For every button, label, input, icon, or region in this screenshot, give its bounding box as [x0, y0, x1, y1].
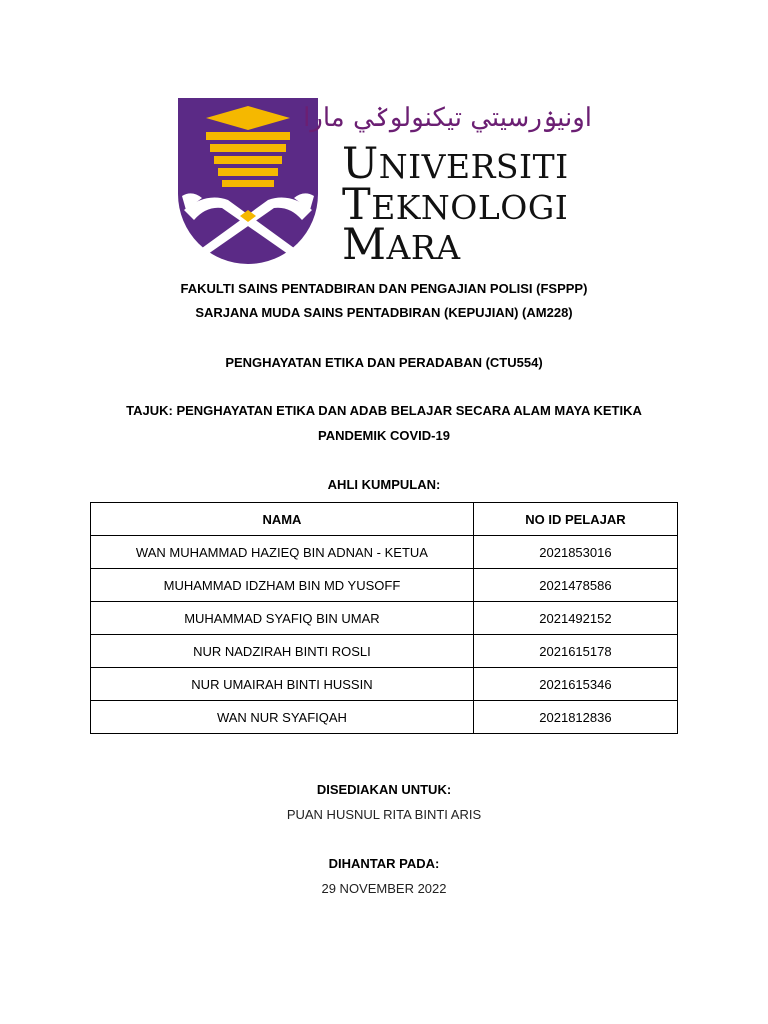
- uitm-logo: [176, 98, 596, 270]
- submitted-on-label: DIHANTAR PADA:: [328, 856, 440, 871]
- logo-text-teknologi: TEKNOLOGI: [342, 180, 569, 230]
- member-id: 2021853016: [473, 536, 677, 569]
- table-row: [91, 668, 678, 701]
- member-id: 2021492152: [473, 602, 677, 635]
- member-name: NUR NADZIRAH BINTI ROSLI: [91, 635, 474, 668]
- member-name: NUR UMAIRAH BINTI HUSSIN: [91, 668, 474, 701]
- course-name: PENGHAYATAN ETIKA DAN PERADABAN (CTU554): [225, 355, 543, 370]
- faculty-name: FAKULTI SAINS PENTADBIRAN DAN PENGAJIAN POLISI (FSPPP): [180, 281, 588, 296]
- logo-arabic-text: اونيۏرسيتي تيکنولوݢي مارا: [303, 103, 592, 133]
- table-row: [91, 536, 678, 569]
- member-name: WAN NUR SYAFIQAH: [91, 701, 474, 734]
- logo-text-mara: MARA: [342, 220, 461, 270]
- member-id: 2021615178: [473, 635, 677, 668]
- program-name: SARJANA MUDA SAINS PENTADBIRAN (KEPUJIAN) (AM228): [195, 305, 573, 320]
- table-header-row: [91, 503, 678, 536]
- members-table: [90, 502, 678, 734]
- submitted-on-value: 29 NOVEMBER 2022: [321, 881, 447, 896]
- column-header-id: NO ID PELAJAR: [473, 503, 677, 536]
- table-row: [91, 602, 678, 635]
- table-row: [91, 701, 678, 734]
- title-line-1: TAJUK: PENGHAYATAN ETIKA DAN ADAB BELAJAR SECARA ALAM MAYA KETIKA: [126, 403, 642, 418]
- table-row: [91, 635, 678, 668]
- members-heading: AHLI KUMPULAN:: [327, 477, 441, 492]
- member-id: 2021812836: [473, 701, 677, 734]
- member-id: 2021615346: [473, 668, 677, 701]
- column-header-name: NAMA: [91, 503, 474, 536]
- logo-text-universiti: UNIVERSITI: [342, 139, 569, 189]
- prepared-for-label: DISEDIAKAN UNTUK:: [316, 782, 452, 797]
- member-name: WAN MUHAMMAD HAZIEQ BIN ADNAN - KETUA: [91, 536, 474, 569]
- member-name: MUHAMMAD IDZHAM BIN MD YUSOFF: [91, 569, 474, 602]
- title-line-2: PANDEMIK COVID-19: [318, 428, 450, 443]
- member-id: 2021478586: [473, 569, 677, 602]
- member-name: MUHAMMAD SYAFIQ BIN UMAR: [91, 602, 474, 635]
- uitm-emblem-icon: [176, 98, 320, 268]
- table-row: [91, 569, 678, 602]
- prepared-for-value: PUAN HUSNUL RITA BINTI ARIS: [286, 807, 482, 822]
